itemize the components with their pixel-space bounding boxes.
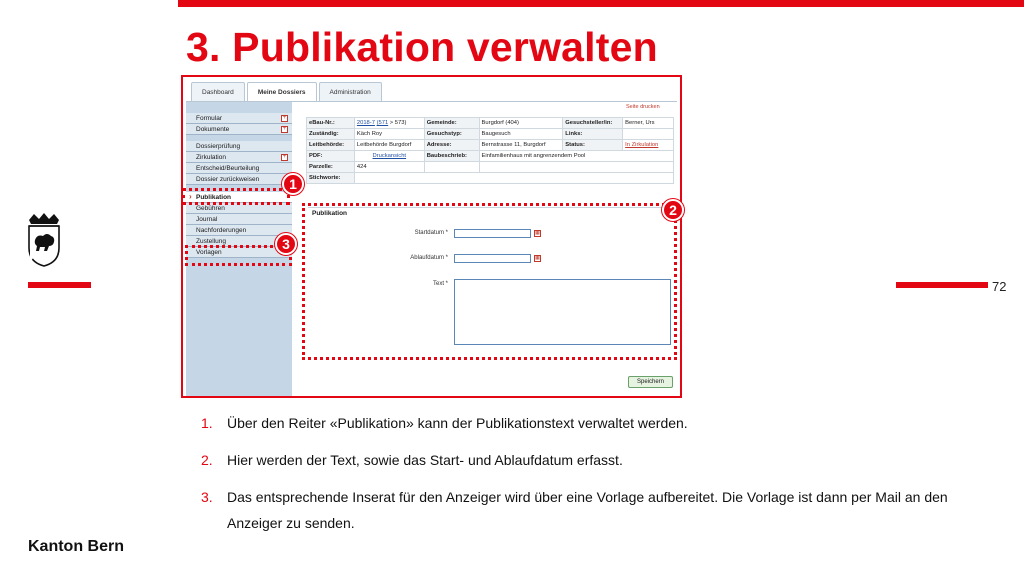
info-label: Links: [563, 129, 623, 140]
info-label: Leitbehörde: [307, 140, 355, 151]
sidebar-item-label: Dossier zurückweisen [196, 175, 260, 183]
publikation-heading: Publikation [312, 210, 348, 217]
info-value: Käch Roy [354, 129, 424, 140]
info-value [479, 162, 673, 173]
sidebar-item-label: Entscheid/Beurteilung [196, 164, 260, 172]
info-label: Gesuchstyp: [424, 129, 479, 140]
info-label: Zuständig: [307, 129, 355, 140]
calendar-icon[interactable]: ▦ [535, 255, 540, 261]
tab-administration[interactable]: Administration [319, 82, 382, 102]
sidebar-item-label: Dossierprüfung [196, 142, 241, 150]
sidebar-item-nachforderungen[interactable] [186, 225, 292, 236]
print-page-link[interactable]: Seite drucken [626, 104, 660, 110]
bern-coat-of-arms-icon [25, 210, 63, 268]
text-label: Text * [432, 281, 448, 287]
info-value [354, 173, 673, 184]
list-text: Hier werden der Text, sowie das Start- und Ablaufdatum erfasst. [227, 452, 623, 468]
sidebar-item-label: Formular [196, 114, 223, 122]
info-value [623, 140, 674, 151]
tab-meine-dossiers[interactable]: Meine Dossiers [247, 82, 317, 102]
slide-title: 3. Publikation verwalten [186, 24, 658, 70]
dossier-info-table [306, 117, 674, 184]
info-label: Gesuchsteller/in: [563, 118, 623, 129]
sidebar-item-label: Dokumente [196, 125, 230, 133]
info-value: Burgdorf (404) [479, 118, 563, 129]
info-label: Stichworte: [307, 173, 355, 184]
left-accent-bar [28, 282, 91, 288]
callout-1-highlight [182, 188, 290, 205]
top-accent-bar [178, 0, 1024, 7]
ebau-extra-link[interactable]: (571 [376, 120, 389, 126]
info-value: 424 [354, 162, 424, 173]
info-label: Gemeinde: [424, 118, 479, 129]
list-item [201, 410, 981, 436]
info-value: Berner, Urs [623, 118, 674, 129]
ebau-extra: > 573) [389, 120, 407, 126]
list-item [201, 447, 981, 473]
list-item [201, 484, 981, 536]
sidebar-item-dossierpruefung[interactable] [186, 141, 292, 152]
callout-2-highlight [302, 203, 677, 360]
ablaufdatum-label: Ablaufdatum * [410, 255, 448, 261]
sidebar-item-label: Vorlagen [196, 248, 222, 256]
sidebar-item-zirkulation[interactable] [186, 152, 292, 163]
main-tabs [191, 82, 384, 102]
sidebar-item-label: Journal [196, 215, 218, 223]
info-value [354, 118, 424, 129]
save-button[interactable]: Speichern [628, 376, 673, 388]
sidebar-item-zurueckweisen[interactable] [186, 174, 292, 185]
calendar-icon[interactable]: ▦ [535, 230, 540, 236]
info-label: Status: [563, 140, 623, 151]
list-number: 1. [201, 415, 213, 431]
sidebar-item-label: Zustellung [196, 237, 226, 245]
callout-badge-3: 3 [275, 233, 297, 255]
info-value [354, 151, 424, 162]
info-value: Einfamilienhaus mit angrenzendem Pool [479, 151, 673, 162]
footer-brand: Kanton Bern [28, 538, 124, 555]
sidebar-item-journal[interactable] [186, 214, 292, 225]
sidebar-item-label: › Publikation [196, 193, 232, 201]
right-accent-bar [896, 282, 988, 288]
sidebar-item-label: Nachforderungen [196, 226, 247, 234]
list-number: 3. [201, 489, 213, 505]
print-view-link[interactable]: Druckansicht [372, 153, 407, 159]
info-value: Bernstrasse 11, Burgdorf [479, 140, 563, 151]
info-label: eBau-Nr.: [307, 118, 355, 129]
sidebar-item-dokumente[interactable] [186, 124, 292, 135]
page-number: 72 [992, 279, 1007, 294]
sidebar-item-formular[interactable] [186, 113, 292, 124]
info-label: Parzelle: [307, 162, 355, 173]
callout-badge-1: 1 [282, 173, 304, 195]
ebau-link[interactable]: 2018-7 [356, 120, 375, 126]
sidebar-item-label: Gebühren [196, 204, 225, 212]
plus-icon[interactable]: + [282, 126, 287, 132]
info-value: Baugesuch [479, 129, 563, 140]
status-link[interactable]: In Zirkulation [625, 142, 659, 148]
plus-icon[interactable]: + [282, 154, 287, 160]
info-label: PDF: [307, 151, 355, 162]
sidebar-item-entscheid[interactable] [186, 163, 292, 174]
plus-icon[interactable]: + [282, 115, 287, 121]
startdatum-label: Startdatum * [414, 230, 448, 236]
list-text: Das entsprechende Inserat für den Anzeiger wird über eine Vorlage aufbereitet. Die Vorlage ist dann per Mail an den Anzeiger zu senden. [227, 489, 948, 531]
info-value: Leitbehörde Burgdorf [354, 140, 424, 151]
explanation-list [201, 410, 981, 547]
info-value [623, 129, 674, 140]
callout-badge-2: 2 [662, 199, 684, 221]
info-value [424, 162, 479, 173]
tab-dashboard[interactable]: Dashboard [191, 82, 245, 102]
info-label: Baubeschrieb: [424, 151, 479, 162]
info-label: Adresse: [424, 140, 479, 151]
sidebar-item-label: Zirkulation [196, 153, 226, 161]
list-text: Über den Reiter «Publikation» kann der Publikationstext verwaltet werden. [227, 415, 688, 431]
list-number: 2. [201, 452, 213, 468]
